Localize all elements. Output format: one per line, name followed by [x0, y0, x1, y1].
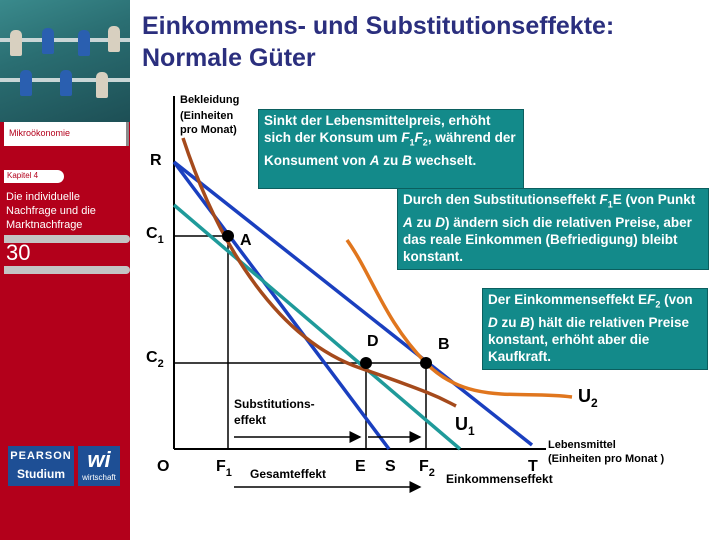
chapter-title: Die individuelle Nachfrage und die Marktnachfrage	[6, 191, 96, 231]
point-d	[360, 357, 372, 369]
chapter-tab-label: Kapitel 4	[7, 171, 39, 180]
callout-income: Der Einkommenseffekt $EF_2$ (von D zu B) hält die relativen Preise konstant, erhöht aber die Kaufkraft.	[482, 288, 708, 370]
label-e: E	[355, 458, 366, 475]
label-c2: $C_2$	[146, 349, 164, 370]
substitution-effect-label: Substitutions- effekt	[234, 397, 315, 427]
label-f1: $F_1$	[216, 458, 232, 479]
wi-logo: wi wirtschaft	[78, 446, 120, 486]
pearson-logo: PEARSON Studium	[8, 446, 74, 486]
page-number: 30	[6, 240, 31, 265]
point-a	[222, 230, 234, 242]
label-s: S	[385, 458, 396, 475]
label-r: R	[150, 152, 162, 169]
label-t: T	[528, 458, 538, 475]
y-axis-label: Bekleidung (Einheiten pro Monat)	[180, 94, 240, 136]
income-effect-label: Einkommenseffekt	[446, 472, 553, 486]
label-b: B	[438, 336, 450, 353]
label-u1: $U_1$	[455, 414, 475, 438]
point-b	[420, 357, 432, 369]
label-origin: O	[157, 458, 170, 475]
module-label: Mikroökonomie	[9, 128, 71, 138]
callout-substitution: Durch den Substitutionseffekt $F_1E$ (von Punkt A zu D) ändern sich die relativen Preise, aber das reale Einkommen (Befriedigung) bleibt konstant.	[397, 188, 709, 270]
page-title-line2: Normale Güter	[142, 44, 316, 72]
label-a: A	[240, 232, 252, 249]
page-title-line1: Einkommens- und Substitutionseffekte:	[142, 12, 615, 40]
label-d: D	[367, 333, 379, 350]
label-u2: $U_2$	[578, 386, 598, 410]
label-c1: $C_1$	[146, 225, 164, 246]
total-effect-label: Gesamteffekt	[250, 467, 327, 481]
x-axis-label: Lebensmittel (Einheiten pro Monat )	[548, 439, 665, 465]
label-f2: $F_2$	[419, 458, 435, 479]
callout-price-drop: Sinkt der Lebensmittelpreis, erhöht sich der Konsum um $F_1F_2$, während der Konsument von A zu B wechselt.	[258, 109, 524, 189]
